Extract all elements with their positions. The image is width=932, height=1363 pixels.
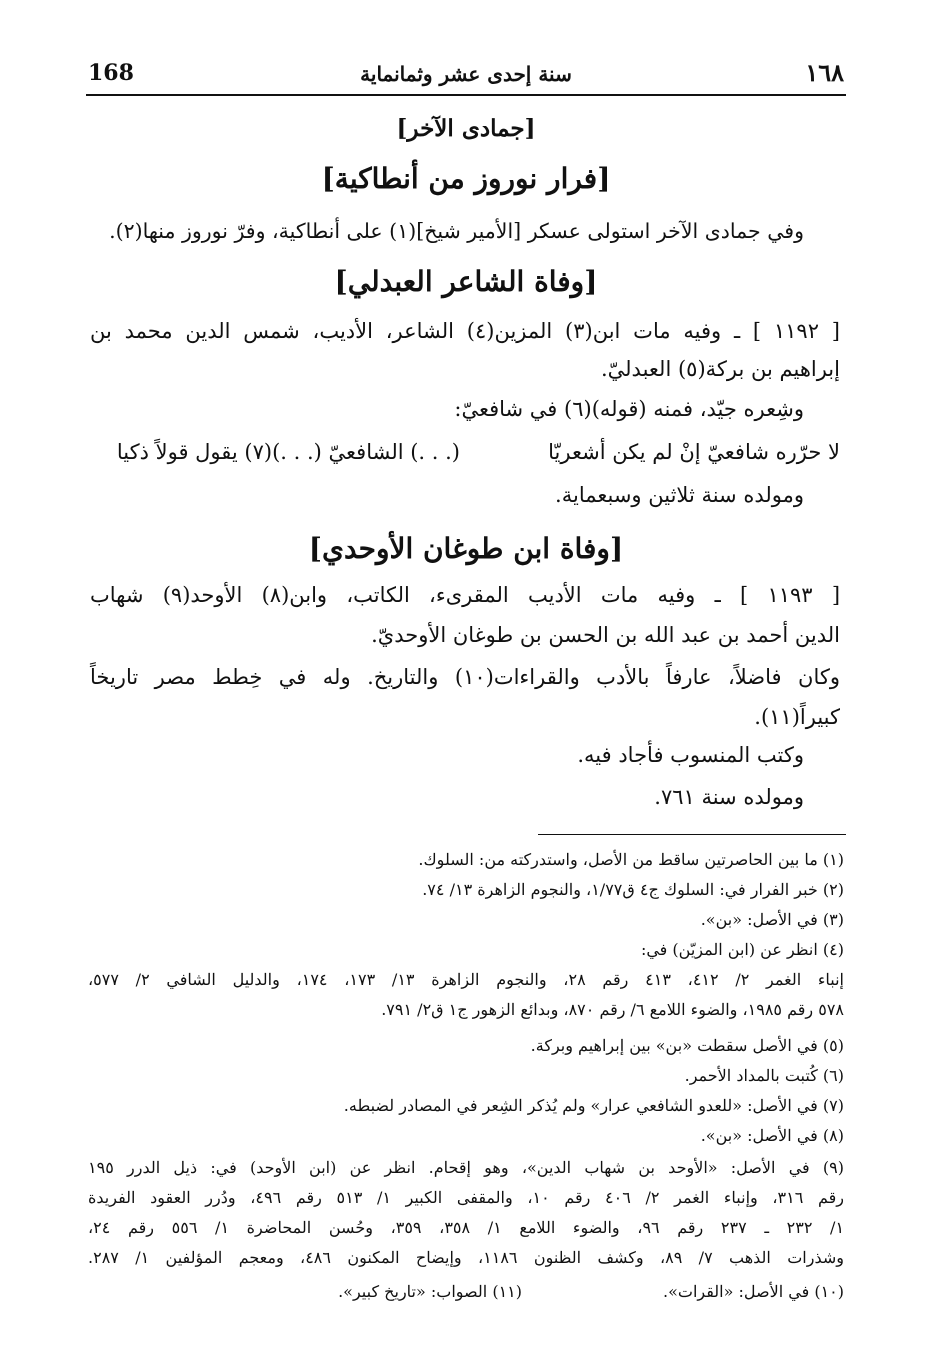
page-number-latin: 168	[88, 60, 134, 86]
poem-hemistich-left: (. . .) الشافعيّ (. . .)(٧) يقول قولاً ذكيا	[116, 440, 460, 464]
paragraph-line: وكان فاضلاً، عارفاً بالأدب والقراءات(١٠) والتاريخ. وله في خِطط مصر تاريخاً	[90, 665, 840, 689]
header-rule	[86, 94, 846, 96]
footnote-9: (٩) في الأصل: «الأوحد بن شهاب الدين»، وهو إقحام. انظر عن (ابن الأوحد) في: ذيل الدرر ١٩٥	[88, 1158, 844, 1177]
paragraph-line: الدين أحمد بن عبد الله بن الحسن بن طوغان الأوحديّ.	[371, 623, 840, 647]
paragraph-line: كبيراً(١١).	[754, 705, 840, 729]
footnote-3: (٣) في الأصل: «بن».	[700, 910, 844, 929]
page-number-arabic: ١٦٨	[805, 58, 844, 87]
month-heading: [جمادى الآخر]	[396, 115, 536, 142]
footnote-4-line: ٥٧٨ رقم ١٩٨٥، والضوء اللامع ٦/ رقم ٨٧٠، وبدائع الزهور ج١ ق٢/ ٧٩١.	[381, 1000, 844, 1019]
entry-1192-line: [ ١١٩٢ ] ـ وفيه مات ابن(٣) المزين(٤) الشاعر، الأديب، شمس الدين محمد بن	[90, 319, 840, 343]
paragraph-line: إبراهيم بن بركة(٥) العبدليّ.	[600, 357, 840, 381]
footnote-rule	[538, 834, 846, 835]
paragraph-line: ومولده سنة ٧٦١.	[654, 785, 804, 809]
footnote-9-line: وشذرات الذهب ٧/ ٨٩، وكشف الظنون ١١٨٦، وإيضاح المكنون ٤٨٦، ومعجم المؤلفين ١/ ٢٨٧.	[88, 1248, 844, 1267]
footnote-11: (١١) الصواب: «تاريخ كبير».	[338, 1282, 522, 1301]
section-heading-poet-death: [وفاة الشاعر العبدلي]	[334, 265, 598, 298]
poem-hemistich-right: لا حرّره شافعيّ إنْ لم يكن أشعريّا	[548, 440, 840, 464]
entry-1193-line: [ ١١٩٣ ] ـ وفيه مات الأديب المقرىء، الكاتب، وابن(٨) الأوحد(٩) شهاب	[90, 583, 841, 607]
paragraph-line: وشِعره جيّد، فمنه (قوله)(٦) في شافعيّ:	[454, 397, 804, 421]
footnote-7: (٧) في الأصل: «للعدو الشافعي عرار» ولم يُذكر الشِعر في المصادر لضبطه.	[343, 1096, 844, 1115]
running-title: سنة إحدى عشر وثمانماية	[360, 62, 572, 86]
footnote-9-line: ١/ ٢٣٢ ـ ٢٣٧ رقم ٩٦، والضوء اللامع ١/ ٣٥٨، ٣٥٩، وحُسن المحاضرة ١/ ٥٥٦ رقم ٢٤،	[88, 1218, 845, 1237]
footnote-9-line: رقم ٣١٦، وإنباء الغمر ٢/ ٤٠٦ رقم ١٠، والمقفى الكبير ١/ ٥١٣ رقم ٤٩٦، ودُرر العقود الفريدة	[88, 1188, 844, 1207]
paragraph-line: ومولده سنة ثلاثين وسبعماية.	[555, 483, 804, 507]
footnote-5: (٥) في الأصل سقطت «بن» بين إبراهيم وبركة.	[530, 1036, 844, 1055]
footnote-6: (٦) كُتبت بالمداد الأحمر.	[684, 1066, 844, 1085]
footnote-1: (١) ما بين الحاصرتين ساقط من الأصل، واستدركته من: السلوك.	[418, 850, 844, 869]
section-heading-flight: [فرار نوروز من أنطاكية]	[321, 162, 611, 195]
running-header	[88, 58, 844, 92]
footnote-2: (٢) خبر الفرار في: السلوك ج٤ ق١/٧٧، والنجوم الزاهرة ١٣/ ٧٤.	[422, 880, 844, 899]
footnote-8: (٨) في الأصل: «بن».	[700, 1126, 844, 1145]
footnote-4: (٤) انظر عن (ابن المزيّن) في:	[640, 940, 844, 959]
footnote-10: (١٠) في الأصل: «القرات».	[663, 1282, 844, 1301]
section-heading-ibn-tughan: [وفاة ابن طوغان الأوحدي]	[308, 532, 624, 565]
paragraph-line: وكتب المنسوب فأجاد فيه.	[577, 743, 804, 767]
paragraph-line: وفي جمادى الآخر استولى عسكر [الأمير شيخ](١) على أنطاكية، وفرّ نوروز منها(٢).	[109, 219, 804, 243]
footnote-4-line: إنباء الغمر ٢/ ٤١٢، ٤١٣ رقم ٢٨، والنجوم الزاهرة ١٣/ ١٧٣، ١٧٤، والدليل الشافي ٢/ ٥٧٧،	[88, 970, 845, 989]
